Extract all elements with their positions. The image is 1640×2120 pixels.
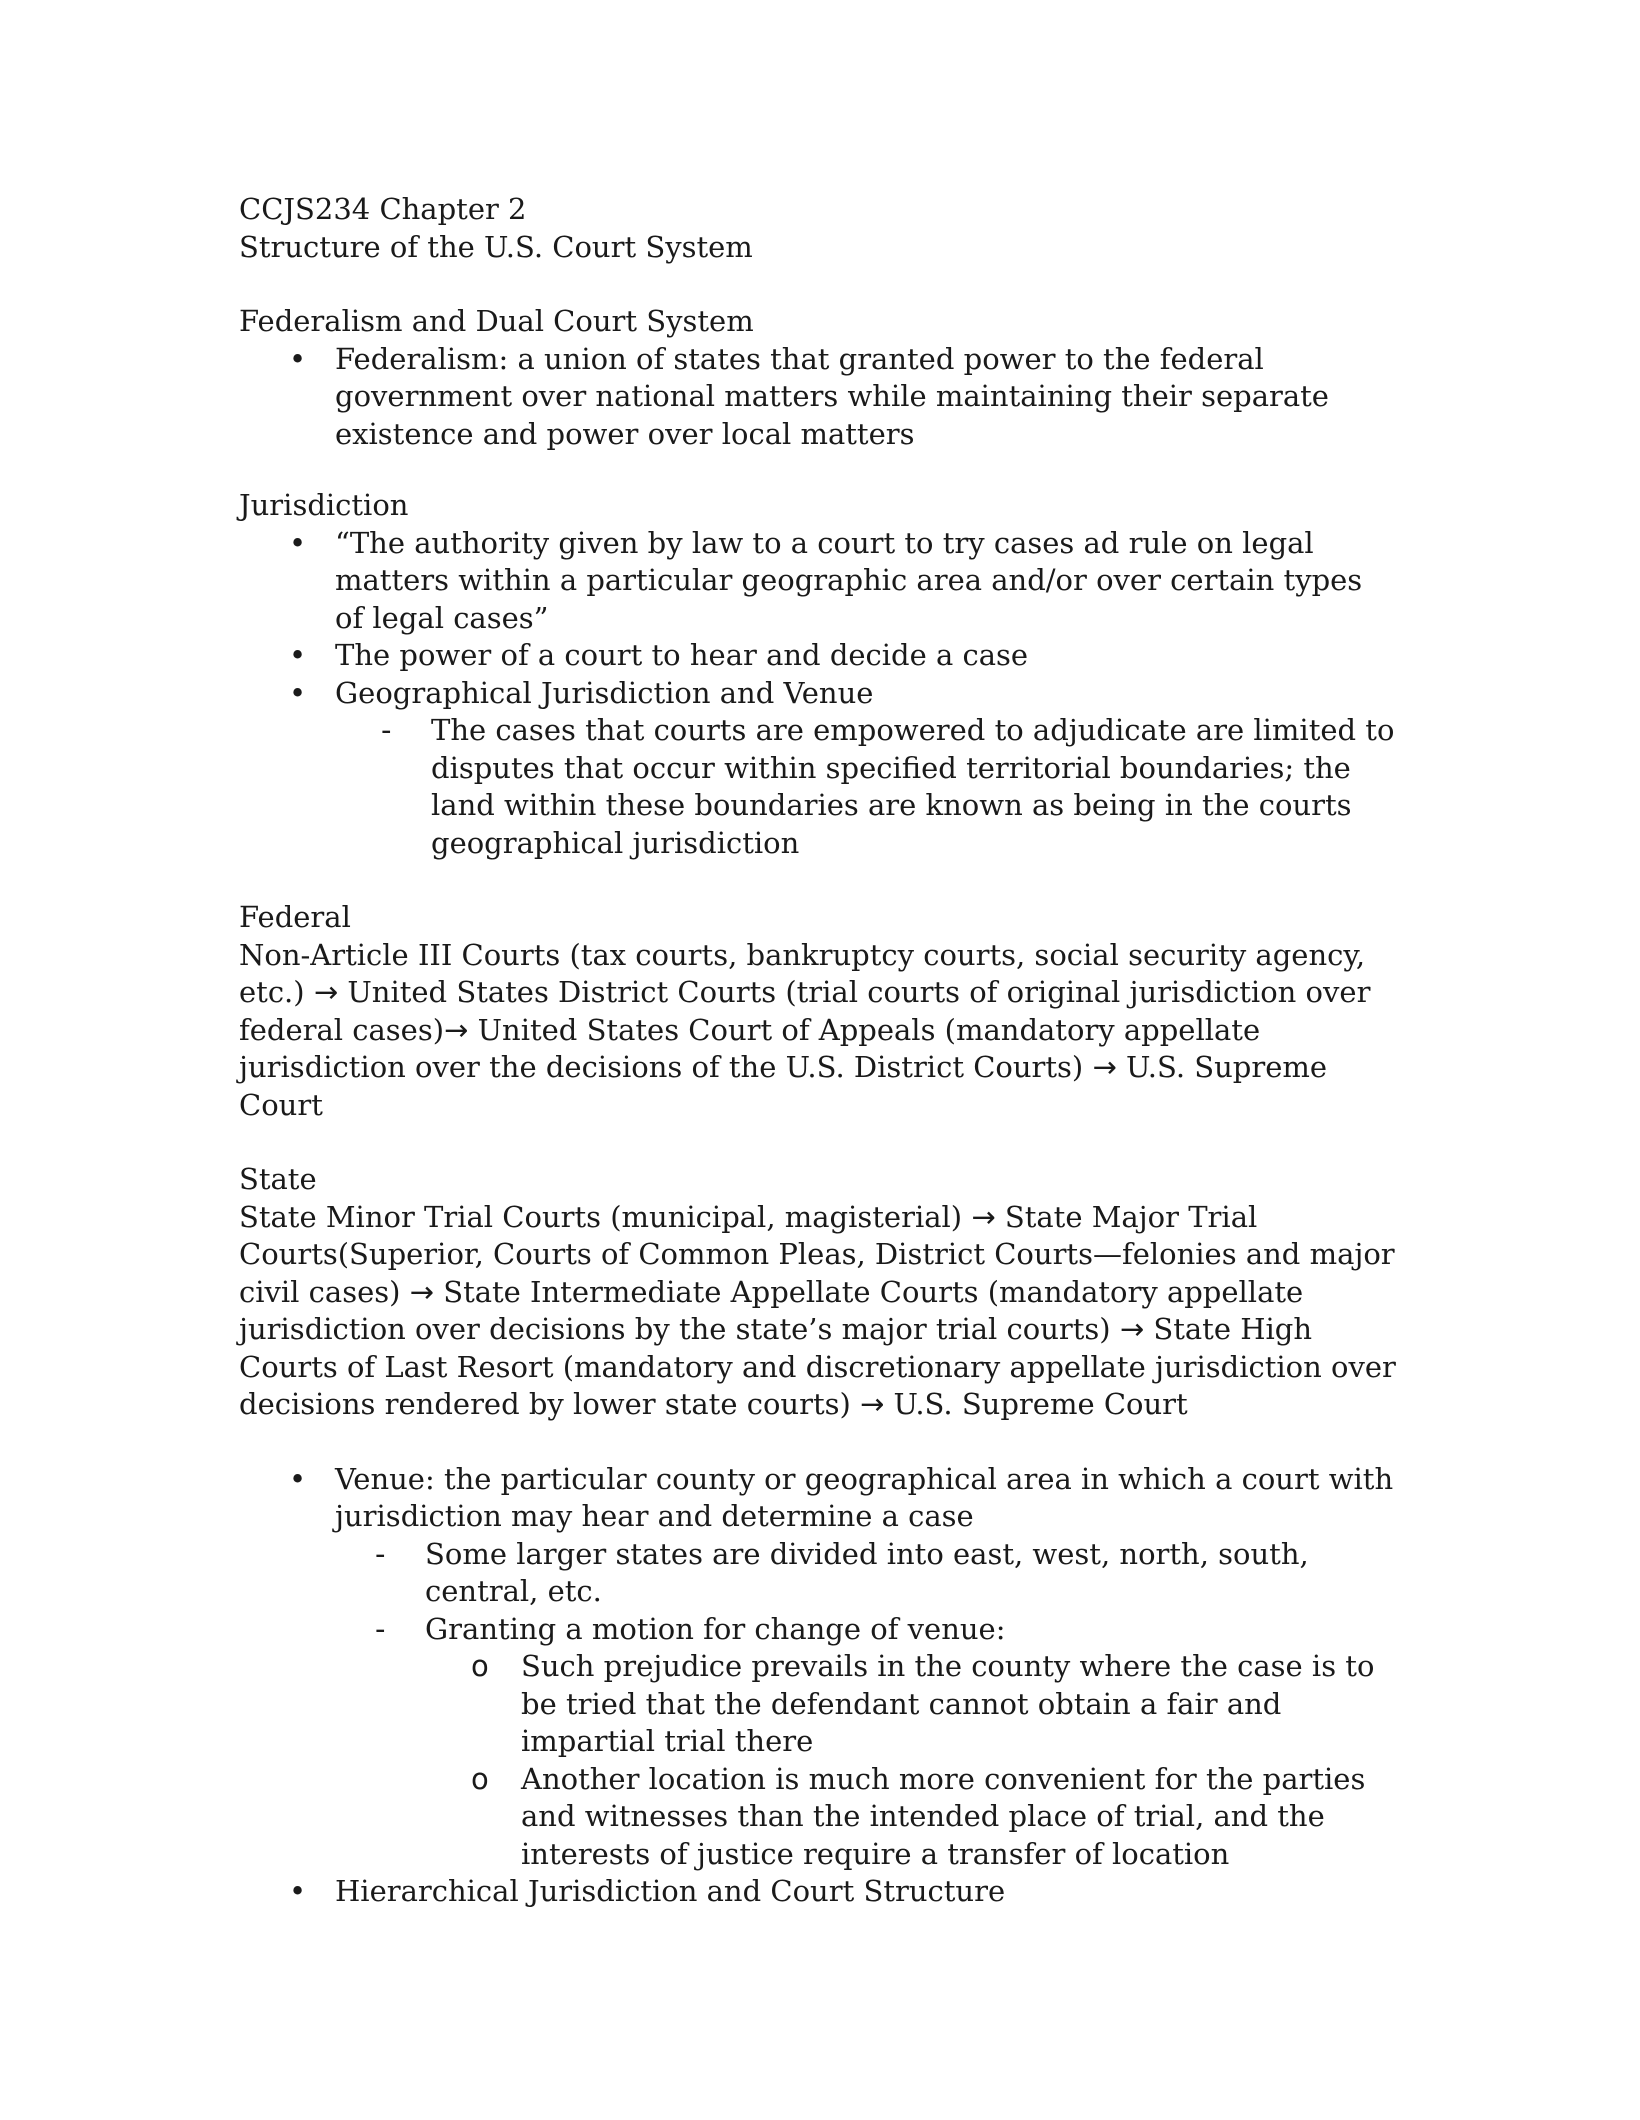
dash-marker: -	[375, 1536, 386, 1571]
state-court-supreme: U.S. Supreme Court	[893, 1387, 1188, 1421]
bullet-marker: •	[289, 675, 307, 710]
bullet-marker: •	[289, 341, 307, 376]
list-item	[425, 1648, 1399, 1761]
state-court-high-last-resort: State High Courts of Last Resort (mandatory and discretionary appellate jurisdiction over decisions rendered by lower state courts)	[239, 1312, 1396, 1421]
document-title: Structure of the U.S. Court System	[239, 229, 753, 264]
arrow-icon: →	[860, 1387, 885, 1421]
sub-item-text: Some larger states are divided into east, west, north, south, central, etc.	[425, 1536, 1309, 1608]
list-item	[239, 1461, 1399, 1874]
list-item	[425, 1761, 1399, 1874]
circle-marker: o	[471, 1761, 489, 1796]
state-court-intermediate-appellate: State Intermediate Appellate Courts (mandatory appellate jurisdiction over decisions by the state’s major trial courts)	[239, 1274, 1304, 1346]
circle-marker: o	[471, 1649, 489, 1683]
arrow-icon: →	[1119, 1312, 1145, 1346]
list-item	[329, 1536, 1399, 1611]
bullet-text: Federalism: a union of states that granted power to the federal government over national matters while maintaining their separate existence and power over local matters	[335, 341, 1329, 451]
bullet-marker: •	[289, 638, 307, 672]
document-content	[239, 191, 1399, 1911]
bullet-text: The power of a court to hear and decide a case	[335, 638, 1029, 672]
list-item	[239, 525, 1399, 638]
state-heading: State	[239, 1162, 317, 1196]
venue-bullets	[239, 1461, 1399, 1911]
list-item	[329, 1611, 1399, 1874]
arrow-icon: →	[1092, 1050, 1117, 1084]
sub-item-text: The cases that courts are empowered to adjudicate are limited to disputes that occur within specified territorial boundaries; the land within these boundaries are known as being in the courts geographical jurisdiction	[431, 713, 1395, 860]
reason-text: Such prejudice prevails in the county where the case is to be tried that the defendant cannot obtain a fair and impartial trial there	[521, 1649, 1375, 1758]
course-label: CCJS234 Chapter 2	[239, 192, 527, 226]
federal-court-appeals: United States Court of Appeals (mandatory appellate jurisdiction over the decisions of the U.S. District Courts)	[239, 1012, 1261, 1084]
arrow-icon: →	[444, 1012, 469, 1047]
arrow-icon: →	[971, 1199, 996, 1234]
dash-marker: -	[375, 1611, 386, 1646]
dash-marker: -	[381, 713, 392, 747]
federalism-heading: Federalism and Dual Court System	[239, 304, 754, 338]
federal-court-chain	[239, 937, 1399, 1125]
arrow-icon: →	[409, 1274, 434, 1309]
list-item	[239, 675, 1399, 863]
bullet-marker: •	[289, 1874, 307, 1908]
jurisdiction-heading: Jurisdiction	[239, 488, 409, 522]
geographical-sub-list	[335, 712, 1399, 862]
reason-text: Another location is much more convenient for the parties and witnesses than the intended place of trial, and the interests of justice require a transfer of location	[521, 1761, 1366, 1871]
federal-court-non-article-iii: Non-Article III Courts (tax courts, bankruptcy courts, social security agency, etc.)	[239, 937, 1366, 1009]
bullet-text: Venue: the particular county or geographical area in which a court with jurisdiction may hear and determine a case	[335, 1461, 1394, 1533]
bullet-marker: •	[289, 525, 307, 560]
list-item	[335, 712, 1399, 862]
list-item	[239, 1873, 1399, 1911]
federal-court-district: United States District Courts (trial courts of original jurisdiction over federal cases)	[239, 975, 1371, 1047]
venue-sub-list	[329, 1536, 1399, 1874]
bullet-text: “The authority given by law to a court to try cases ad rule on legal matters within a particular geographic area and/or over certain types of legal cases”	[335, 525, 1363, 635]
sub-item-text: Granting a motion for change of venue:	[425, 1611, 1006, 1646]
list-item	[239, 341, 1399, 454]
bullet-text: Hierarchical Jurisdiction and Court Structure	[335, 1874, 1006, 1908]
jurisdiction-section	[239, 487, 1399, 862]
federalism-bullets	[239, 341, 1399, 454]
federal-section	[239, 899, 1399, 1124]
jurisdiction-bullets	[239, 525, 1399, 863]
header-section	[239, 191, 1399, 266]
venue-reasons-list	[425, 1648, 1399, 1873]
state-court-chain	[239, 1199, 1399, 1424]
federalism-section	[239, 303, 1399, 453]
federal-heading: Federal	[239, 900, 351, 934]
federal-court-supreme: U.S. Supreme Court	[239, 1050, 1328, 1122]
bullet-text: Geographical Jurisdiction and Venue	[335, 675, 874, 710]
state-court-minor-trial: State Minor Trial Courts (municipal, magisterial)	[239, 1199, 963, 1234]
arrow-icon: →	[313, 975, 339, 1009]
state-court-major-trial: State Major Trial Courts(Superior, Courts of Common Pleas, District Courts—felonies and major civil cases)	[239, 1199, 1395, 1309]
state-section	[239, 1161, 1399, 1424]
list-item	[239, 637, 1399, 675]
bullet-marker: •	[289, 1461, 307, 1496]
venue-section	[239, 1461, 1399, 1911]
